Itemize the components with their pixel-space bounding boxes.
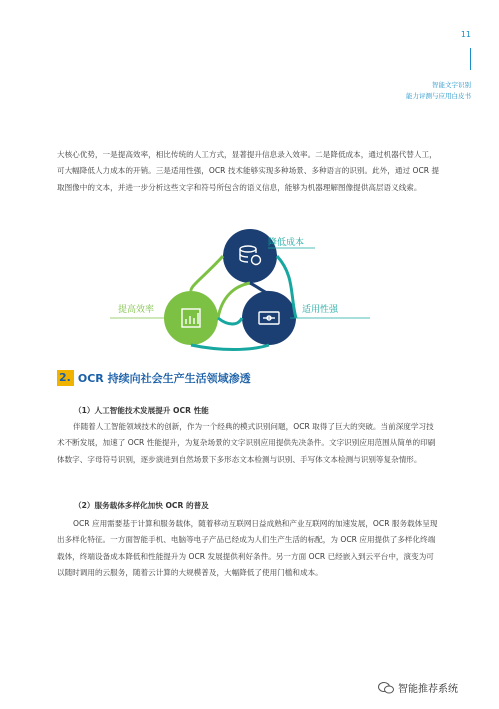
subsection-2-text: OCR 应用需要基于计算和服务载体，随着移动互联网日益成熟和产业互联网的加速发展，OCR 服务载体呈现出多样化特征。一方面智能手机、电脑等电子产品已经成为人们生产生活的标配，为 OCR 应用提供了多样化终端载体，终端设备成本降低和性能提升为 OCR 发展提供利好条件。另一方面 OCR 已经嵌入到云平台中，演变为可以随时调用的云服务，随着云计算的大规模普及，大幅降低了使用门槛和成本。: [57, 519, 438, 577]
arc-inner-right: [250, 283, 269, 293]
section-number: 2.: [57, 370, 74, 386]
section-heading: [57, 370, 251, 386]
subsection-1-text: 伴随着人工智能领域技术的创新，作为一个经典的模式识别问题，OCR 取得了巨大的突破。当前深度学习技术不断发展，加速了 OCR 性能提升，为复杂场景的文字识别应用提供先决条件。文字识别应用范围从简单的印刷体数字、字母符号识别，逐步演进到自然场景下多形态文本检测与识别、手写体文本检测与识别等复杂情形。: [57, 422, 436, 464]
page-number: 11: [460, 30, 471, 39]
label-improve-efficiency: 提高效率: [118, 305, 155, 315]
arc-bottom: [191, 345, 269, 350]
watermark: [378, 680, 458, 695]
header-title-line1: 智能文字识别: [432, 81, 471, 89]
arc-inner-bottom: [218, 318, 242, 324]
header-title-line2: 能力评测与应用白皮书: [406, 92, 471, 100]
section-title: OCR 持续向社会生产生活领域渗透: [77, 372, 251, 385]
watermark-text: 智能推荐系统: [398, 684, 458, 695]
arc-top-left: [191, 256, 223, 291]
running-header: [406, 80, 471, 102]
label-reduce-cost: 降低成本: [268, 238, 305, 248]
subsection-1-title: （1）人工智能技术发展提升 OCR 性能: [74, 406, 209, 415]
label-applicability: 适用性强: [302, 305, 339, 315]
header-rule: [470, 48, 471, 70]
advantages-diagram: [110, 226, 390, 356]
wechat-icon: [378, 682, 394, 694]
subsection-2-title: （2）服务载体多样化加快 OCR 的普及: [74, 501, 209, 510]
left-circle: [164, 291, 218, 345]
intro-paragraph: 大核心优势，一是提高效率，相比传统的人工方式，显著提升信息录入效率。二是降低成本，通过机器代替人工，可大幅降低人力成本的开销。三是适用性强，OCR 技术能够实现多种场景、多种语言的识别。此外，通过 OCR 提取图像中的文本，并进一步分析这些文字和符号所包含的语义信息，能够为机器理解图像提供高层语义线索。: [57, 150, 440, 192]
